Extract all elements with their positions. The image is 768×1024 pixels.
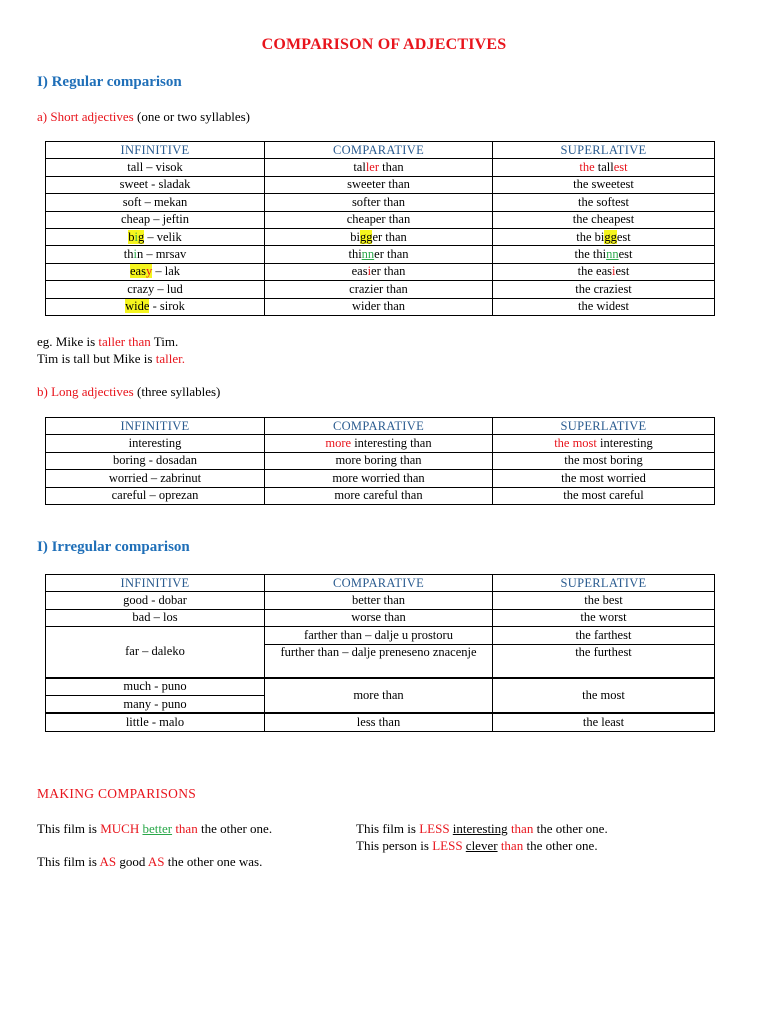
cell-superlative: the most [493,678,715,714]
cell-infinitive: boring - dosadan [46,452,265,469]
table-row [46,678,715,696]
short-adjectives-label: a) Short adjectives (one or two syllables) [37,109,251,124]
comparison-sentence-3: This person is LESS clever than the other one. [356,838,598,853]
short-adjectives-table [45,141,715,316]
cell-superlative: the most boring [493,452,715,469]
cell-comparative: wider than [265,298,493,315]
cell-infinitive: sweet - sladak [46,176,265,193]
cell-superlative: the worst [493,609,715,626]
cell-superlative: the best [493,592,715,609]
table-row [46,228,715,245]
cell-comparative: sweeter than [265,176,493,193]
cell-comparative: crazier than [265,281,493,298]
cell-superlative: the sweetest [493,176,715,193]
cell-comparative: less than [265,713,493,731]
table-row [46,470,715,487]
col-header-comparative: COMPARATIVE [265,142,493,159]
table-row [46,281,715,298]
table-row [46,246,715,263]
col-header-infinitive: INFINITIVE [46,575,265,592]
cell-superlative: the most interesting [493,435,715,452]
cell-infinitive: tall – visok [46,159,265,176]
table-row [46,263,715,280]
cell-infinitive: little - malo [46,713,265,731]
table-row [46,211,715,228]
table-row [46,159,715,176]
cell-comparative: taller than [265,159,493,176]
cell-infinitive: much - puno [46,678,265,696]
cell-superlative: the craziest [493,281,715,298]
col-header-superlative: SUPERLATIVE [493,142,715,159]
col-header-comparative: COMPARATIVE [265,575,493,592]
cell-infinitive: careful – oprezan [46,487,265,504]
cell-infinitive: interesting [46,435,265,452]
table-row [46,487,715,504]
comparison-sentence-4: This film is AS good AS the other one was. [37,854,263,869]
table-row [46,298,715,315]
cell-superlative: the easiest [493,263,715,280]
table-row [46,592,715,609]
comparison-sentence-1: This film is MUCH better than the other one. [37,821,273,836]
table-row [46,609,715,626]
table-header-row [46,418,715,435]
cell-superlative: the furthest [493,644,715,678]
cell-infinitive: easy – lak [46,263,265,280]
long-adjectives-label: b) Long adjectives (three syllables) [37,384,221,399]
cell-infinitive: wide - sirok [46,298,265,315]
cell-superlative: the cheapest [493,211,715,228]
cell-infinitive: good - dobar [46,592,265,609]
cell-infinitive: big – velik [46,228,265,245]
cell-superlative: the most worried [493,470,715,487]
cell-infinitive: crazy – lud [46,281,265,298]
table-header-row [46,575,715,592]
col-header-infinitive: INFINITIVE [46,418,265,435]
cell-comparative: farther than – dalje u prostoru [265,627,493,644]
cell-infinitive: many - puno [46,695,265,713]
cell-comparative: more interesting than [265,435,493,452]
table-header-row [46,142,715,159]
cell-superlative: the thinnest [493,246,715,263]
cell-comparative: more boring than [265,452,493,469]
col-header-superlative: SUPERLATIVE [493,575,715,592]
cell-comparative: more worried than [265,470,493,487]
cell-superlative: the softest [493,194,715,211]
col-header-infinitive: INFINITIVE [46,142,265,159]
cell-infinitive: thin – mrsav [46,246,265,263]
cell-superlative: the biggest [493,228,715,245]
cell-comparative: cheaper than [265,211,493,228]
cell-superlative: the least [493,713,715,731]
cell-comparative: easier than [265,263,493,280]
making-comparisons-heading: MAKING COMPARISONS [37,786,197,801]
table-row [46,627,715,644]
cell-comparative: worse than [265,609,493,626]
cell-comparative: better than [265,592,493,609]
table-row [46,194,715,211]
cell-infinitive: soft – mekan [46,194,265,211]
example-sentences [37,333,185,367]
cell-comparative: more than [265,678,493,714]
col-header-superlative: SUPERLATIVE [493,418,715,435]
cell-superlative: the widest [493,298,715,315]
irregular-heading: I) Irregular comparison [37,539,190,555]
cell-infinitive: worried – zabrinut [46,470,265,487]
page-title: COMPARISON OF ADJECTIVES [261,36,507,53]
cell-infinitive: cheap – jeftin [46,211,265,228]
cell-comparative: thinner than [265,246,493,263]
example-line-1: eg. Mike is taller than Tim. [37,334,179,349]
cell-superlative: the most careful [493,487,715,504]
cell-infinitive: far – daleko [46,627,265,678]
table-row [46,713,715,731]
cell-comparative: more careful than [265,487,493,504]
table-row [46,435,715,452]
regular-heading: I) Regular comparison [37,74,182,90]
long-adjectives-table [45,417,715,505]
cell-superlative: the farthest [493,627,715,644]
col-header-comparative: COMPARATIVE [265,418,493,435]
comparison-sentence-2: This film is LESS interesting than the other one. [356,821,608,836]
example-line-2: Tim is tall but Mike is taller. [37,351,185,366]
table-row [46,452,715,469]
cell-comparative: further than – dalje preneseno znacenje [265,644,493,678]
cell-comparative: softer than [265,194,493,211]
cell-infinitive: bad – los [46,609,265,626]
cell-superlative: the tallest [493,159,715,176]
irregular-table [45,574,715,732]
cell-comparative: bigger than [265,228,493,245]
table-row [46,176,715,193]
